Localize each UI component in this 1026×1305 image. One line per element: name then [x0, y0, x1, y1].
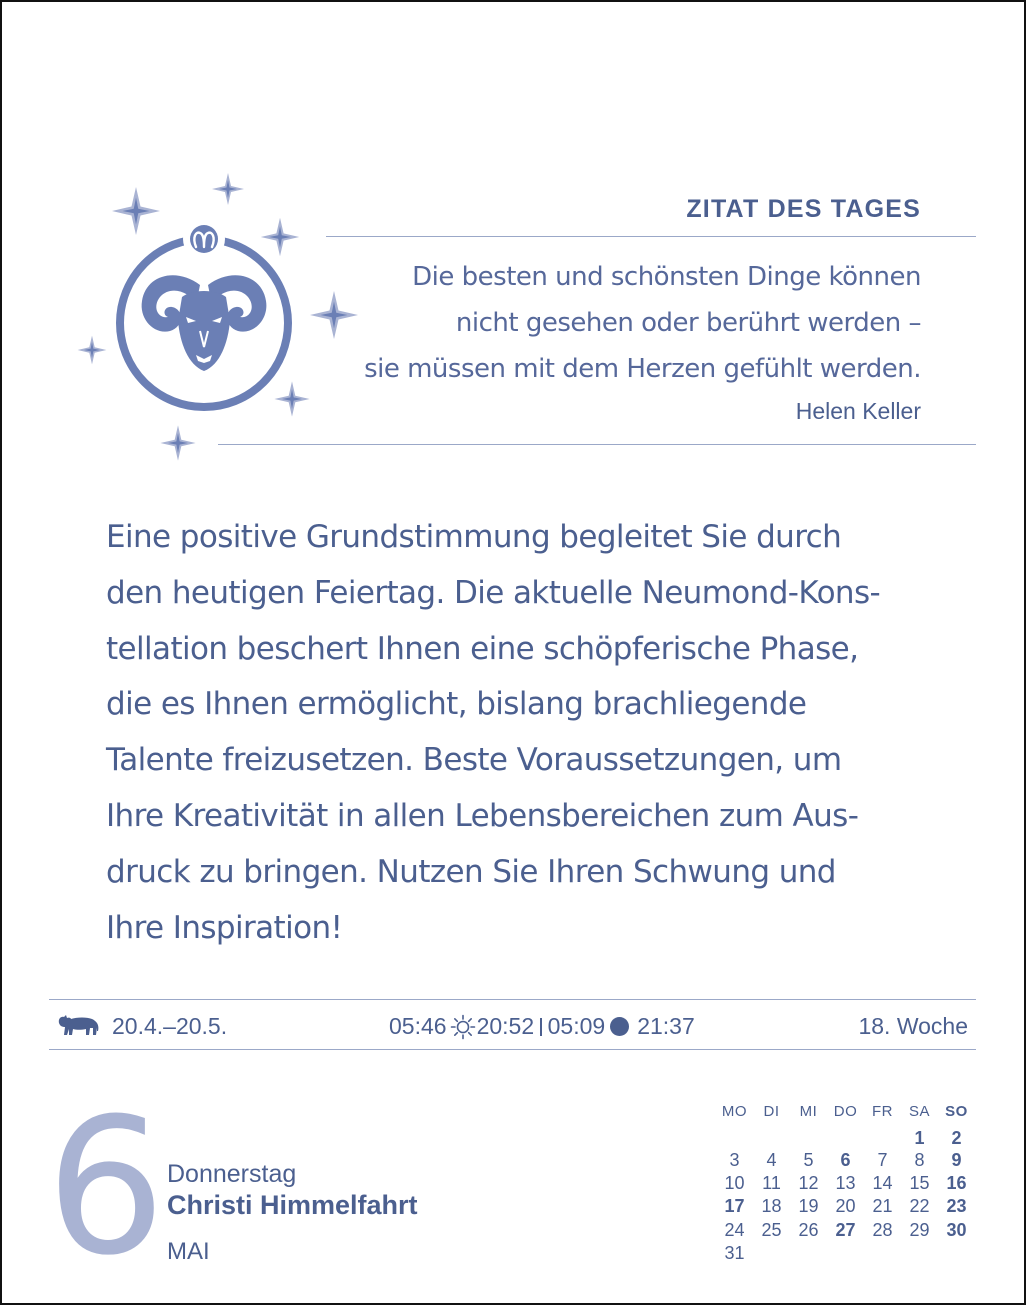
mini-calendar-header [716, 1098, 975, 1124]
moonset-time: 21:37 [637, 1013, 695, 1039]
calendar-empty-cell [864, 1242, 901, 1265]
sun-icon [450, 1014, 476, 1040]
quote-rule-bottom [218, 444, 976, 445]
horoscope-line: die es Ihnen ermöglicht, bislang brachliegende [106, 686, 807, 723]
infobar-rule-top [49, 999, 976, 1000]
month-name: MAI [167, 1238, 210, 1265]
calendar-week-row [716, 1195, 975, 1218]
weekday-header: MO [721, 1102, 748, 1120]
quote-line: sie müssen mit dem Herzen gefühlt werden. [364, 354, 921, 384]
quote-author: Helen Keller [795, 398, 921, 424]
holiday-name: Christi Himmelfahrt [167, 1190, 418, 1220]
infobar [49, 1005, 976, 1045]
calendar-week-row [716, 1149, 975, 1172]
calendar-empty-cell [790, 1242, 827, 1265]
quote-text [364, 254, 921, 392]
quote-rule-top [326, 236, 976, 237]
calendar-empty-cell [790, 1124, 827, 1149]
calendar-week-row [716, 1242, 975, 1265]
calendar-empty-cell [864, 1124, 901, 1149]
mini-calendar-body [716, 1124, 975, 1265]
calendar-day: 5 [803, 1150, 814, 1171]
calendar-empty-cell [827, 1242, 864, 1265]
times-separator [540, 1018, 542, 1036]
calendar-week-row [716, 1172, 975, 1195]
calendar-day: 12 [798, 1173, 819, 1194]
calendar-day: 3 [729, 1150, 740, 1171]
day-number: 6 [46, 1078, 162, 1297]
weekday-header: MI [799, 1102, 818, 1120]
calendar-empty-cell [753, 1124, 790, 1149]
horoscope-line: Talente freizusetzen. Beste Voraussetzungen, um [106, 742, 842, 779]
weekday-header: SO [945, 1102, 968, 1120]
moonrise-time: 05:09 [547, 1013, 606, 1039]
calendar-day: 15 [909, 1173, 930, 1194]
sign-date-range: 20.4.–20.5. [112, 1013, 228, 1039]
calendar-empty-cell [827, 1124, 864, 1149]
sunrise-time: 05:46 [389, 1013, 447, 1039]
calendar-week-row [716, 1124, 975, 1149]
sunset-time: 20:52 [476, 1013, 535, 1039]
calendar-day: 17 [724, 1196, 745, 1217]
calendar-day: 31 [724, 1242, 745, 1263]
horoscope-text [106, 510, 880, 956]
weekday-header: DI [763, 1102, 780, 1120]
calendar-day: 30 [946, 1219, 967, 1240]
calendar-empty-cell [938, 1242, 975, 1265]
calendar-day: 20 [835, 1196, 856, 1217]
calendar-day: 2 [951, 1128, 962, 1148]
aries-ram-icon [72, 167, 372, 467]
calendar-day: 6 [840, 1150, 851, 1171]
calendar-day: 14 [872, 1173, 893, 1194]
horoscope-line: tellation beschert Ihnen eine schöpferische Phase, [106, 630, 859, 667]
weekday: Donnerstag [167, 1160, 297, 1188]
calendar-day: 11 [762, 1173, 781, 1194]
calendar-day: 18 [761, 1196, 782, 1217]
calendar-day: 1 [914, 1128, 925, 1148]
calendar-day: 13 [835, 1173, 856, 1194]
calendar-day: 29 [909, 1219, 930, 1240]
calendar-day: 23 [946, 1196, 967, 1217]
mini-calendar-table [716, 1098, 975, 1265]
calendar-day: 9 [951, 1150, 962, 1171]
calendar-empty-cell [716, 1124, 753, 1149]
horoscope-line: Eine positive Grundstimmung begleitet Sie durch [106, 519, 842, 555]
horoscope-line: druck zu bringen. Nutzen Sie Ihren Schwung und [106, 853, 836, 890]
calendar-day: 4 [766, 1150, 777, 1171]
calendar-empty-cell [901, 1242, 938, 1265]
calendar-day: 22 [909, 1196, 930, 1217]
horoscope-line: Ihre Inspiration! [106, 909, 343, 946]
week-number: 18. Woche [858, 1013, 968, 1039]
calendar-day: 16 [946, 1173, 967, 1194]
sun-moon-times [389, 1013, 695, 1040]
horoscope-line: Ihre Kreativität in allen Lebensbereichen zum Aus- [106, 797, 859, 834]
calendar-day: 26 [798, 1219, 819, 1240]
calendar-day: 25 [761, 1219, 782, 1240]
calendar-day: 8 [914, 1150, 925, 1171]
quote-title: ZITAT DES TAGES [686, 195, 921, 223]
calendar-week-row [716, 1219, 975, 1242]
calendar-day: 27 [835, 1219, 856, 1240]
calendar-day: 28 [872, 1219, 893, 1240]
calendar-day: 10 [724, 1173, 745, 1194]
calendar-empty-cell [753, 1242, 790, 1265]
calendar-day: 7 [877, 1150, 888, 1171]
calendar-day: 19 [798, 1196, 819, 1217]
weekday-header: SA [908, 1102, 930, 1120]
moon-icon [610, 1017, 629, 1036]
weekday-header: FR [872, 1102, 893, 1120]
mini-calendar [716, 1098, 975, 1265]
horoscope-line: den heutigen Feiertag. Die aktuelle Neumond-Kons- [106, 574, 881, 611]
quote-line: Die besten und schönsten Dinge können [412, 262, 921, 292]
quote-line: nicht gesehen oder berührt werden – [455, 308, 921, 338]
infobar-rule-bottom [49, 1049, 976, 1050]
weekday-header: DO [833, 1102, 858, 1120]
calendar-day: 21 [872, 1196, 893, 1217]
calendar-day: 24 [724, 1219, 745, 1240]
taurus-bull-icon [57, 1011, 99, 1037]
